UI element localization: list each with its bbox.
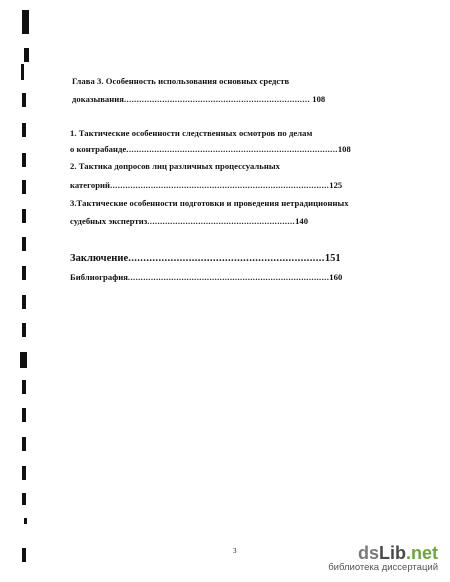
toc-item2-page: 125 — [329, 180, 343, 190]
toc-conclusion-page: 151 — [324, 253, 341, 264]
toc-item3-title-cont: судебных экспертиз..........................................................140 — [70, 216, 309, 226]
toc-item1-page: 108 — [337, 144, 351, 154]
dslib-subtitle: библиотека диссертаций — [328, 562, 438, 573]
toc-chapter3-title: Глава 3. Особенность использования основных средств — [72, 76, 290, 86]
toc-item3-page: 140 — [295, 216, 309, 226]
toc-item1-title: 1. Тактические особенности следственных осмотров по делам — [70, 128, 313, 138]
toc-item2-title: 2. Тактика допросов лиц различных процессуальных — [70, 161, 280, 171]
toc-item3-title: 3.Тактические особенности подготовки и проведения нетрадиционных — [70, 198, 349, 208]
dslib-logo: dsLib.net — [357, 543, 438, 563]
toc-item2-label: категорий — [70, 180, 111, 190]
toc-chapter3-page: 108 — [312, 94, 326, 104]
toc-bibliography-page: 160 — [329, 272, 343, 282]
toc-item1-title-cont: о контрабанде...................................................................................108 — [70, 144, 351, 154]
toc-conclusion: Заключение.................................................................151 — [70, 253, 341, 264]
toc-chapter3-title-cont: доказывания......................................................................... 108 — [72, 94, 326, 104]
toc-bibliography-label: Библиография — [70, 272, 128, 282]
toc-bibliography: Библиография...............................................................................160 — [70, 272, 343, 282]
binder-hole-marks — [0, 0, 50, 582]
toc-item2-title-cont: категорий......................................................................................125 — [70, 180, 343, 190]
toc-conclusion-label: Заключение — [70, 253, 129, 264]
toc-item1-label: о контрабанде — [70, 144, 127, 154]
dslib-watermark[interactable] — [328, 544, 438, 574]
toc-item3-label: судебных экспертиз — [70, 216, 148, 226]
page-number: 3 — [233, 547, 237, 555]
toc-chapter3-label: доказывания — [72, 94, 124, 104]
